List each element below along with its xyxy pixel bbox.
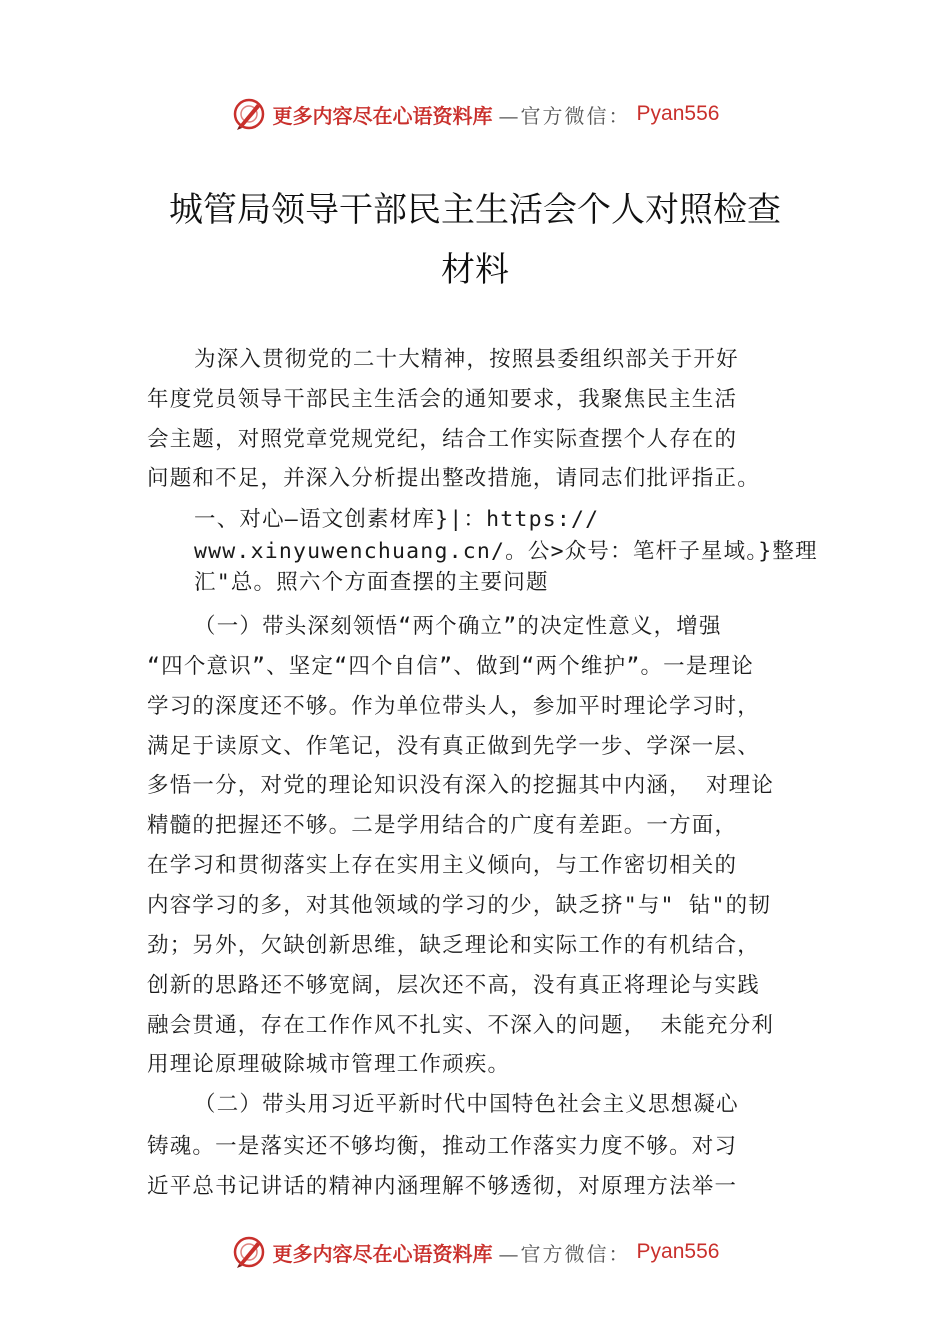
body-line: 融会贯通，存在工作作风不扎实、不深入的问题， 未能充分利 (147, 1013, 775, 1038)
body-line: 内容学习的多，对其他领域的学习的少，缺乏挤"与" 钻"的韧 (147, 893, 772, 918)
watermark-wechat-id: Pyan556 (636, 1240, 720, 1263)
body-line: （一）带头深刻领悟“两个确立”的决定性意义，增强 (194, 614, 722, 639)
watermark-wechat-label: —官方微信： (498, 103, 631, 128)
watermark-banner-top (0, 94, 950, 134)
body-line: 为深入贯彻党的二十大精神，按照县委组织部关于开好 (194, 347, 739, 372)
watermark-site-name: 更多内容尽在心语资料库 (272, 103, 493, 128)
body-line: 创新的思路还不够宽阔，层次还不高，没有真正将理论与实践 (147, 973, 760, 998)
body-line: 一、对心—语文创素材库}|：https:// (194, 507, 600, 532)
watermark-site-name: 更多内容尽在心语资料库 (272, 1241, 493, 1266)
body-line: （二）带头用习近平新时代中国特色社会主义思想凝心 (194, 1092, 739, 1117)
body-line: 多悟一分，对党的理论知识没有深入的挖掘其中内涵， 对理论 (147, 773, 775, 798)
body-line: 精髓的把握还不够。二是学用结合的广度有差距。一方面， (147, 813, 738, 838)
watermark-wechat-id: Pyan556 (636, 102, 720, 125)
document-title-line-1: 城管局领导干部民主生活会个人对照检查 (169, 190, 781, 230)
body-line: 问题和不足，并深入分析提出整改措施，请同志们批评指正。 (147, 466, 760, 491)
body-line: 在学习和贯彻落实上存在实用主义倾向，与工作密切相关的 (147, 853, 738, 878)
pen-logo-icon (231, 96, 267, 132)
body-line: 满足于读原文、作笔记，没有真正做到先学一步、学深一层、 (147, 734, 760, 759)
pen-logo-icon (231, 1234, 267, 1270)
body-line: 会主题，对照党章党规党纪，结合工作实际查摆个人存在的 (147, 427, 738, 452)
document-title-line-2: 材料 (441, 250, 509, 290)
body-line: 用理论原理破除城市管理工作顽疾。 (147, 1052, 511, 1077)
body-line: 近平总书记讲话的精神内涵理解不够透彻，对原理方法举一 (147, 1174, 738, 1199)
body-line: 铸魂。一是落实还不够均衡，推动工作落实力度不够。对习 (147, 1134, 738, 1159)
body-line: www.xinyuwenchuang.cn/。公>众号：笔杆子星域。}整理 (194, 539, 818, 564)
watermark-banner-bottom (0, 1232, 950, 1272)
body-line: 汇"总。照六个方面查摆的主要问题 (194, 570, 549, 595)
body-line: “四个意识”、坚定“四个自信”、做到“两个维护”。一是理论 (147, 654, 754, 679)
body-line: 劲；另外，欠缺创新思维，缺乏理论和实际工作的有机结合， (147, 933, 760, 958)
body-line: 年度党员领导干部民主生活会的通知要求，我聚焦民主生活 (147, 387, 738, 412)
body-line: 学习的深度还不够。作为单位带头人，参加平时理论学习时， (147, 694, 760, 719)
watermark-wechat-label: —官方微信： (498, 1241, 631, 1266)
